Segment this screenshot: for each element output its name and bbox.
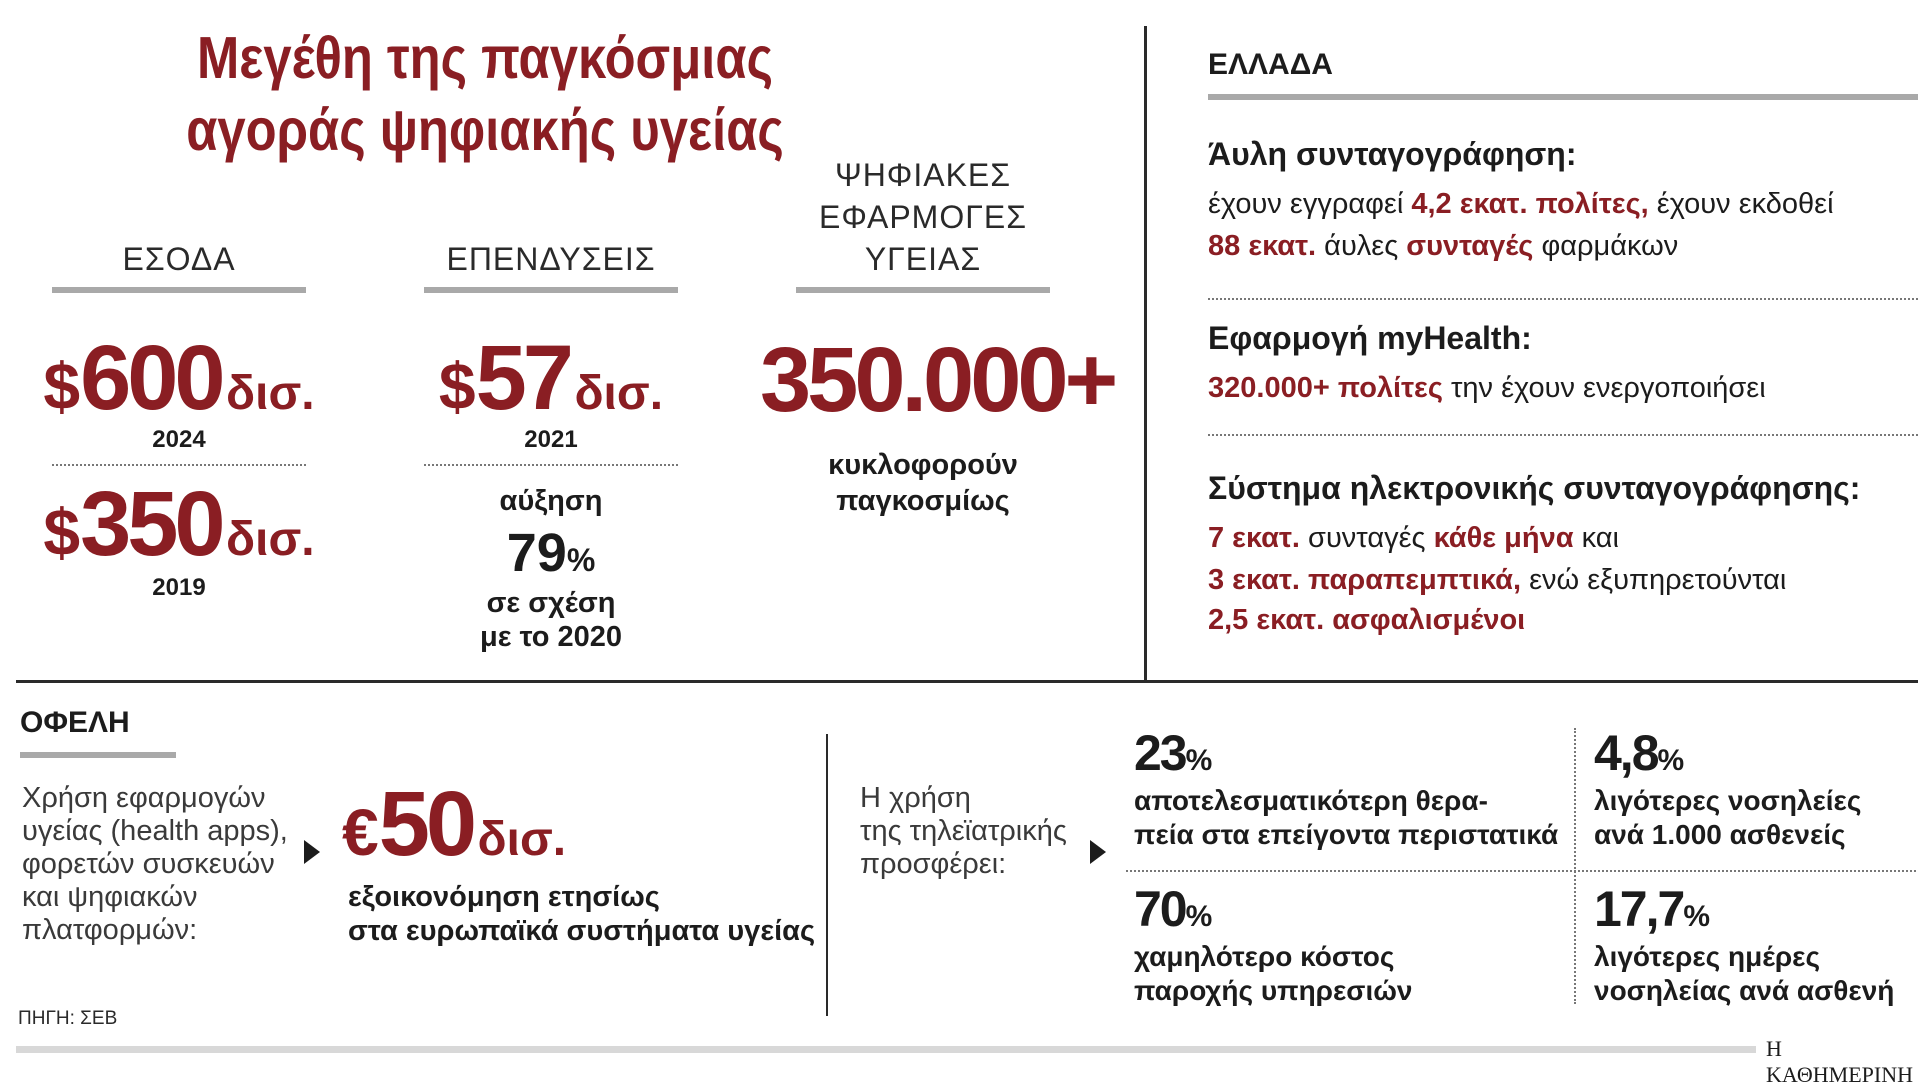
myhealth-line-1: [1208, 368, 1918, 409]
stat-line-1: λιγότερες ημέρες: [1594, 941, 1821, 972]
investments-2021-year: 2021: [524, 426, 578, 453]
investments-header: ΕΠΕΝΔΥΣΕΙΣ: [446, 241, 656, 277]
stat-line-1: λιγότερες νοσηλείες: [1594, 785, 1862, 816]
text-line: φορετών συσκευών: [22, 848, 275, 880]
investments-rule: [424, 287, 678, 293]
highlight: 3 εκατ. παραπεμπτικά,: [1208, 564, 1522, 596]
percent-sign: %: [1185, 900, 1213, 933]
section-divider-vertical: [1144, 26, 1147, 682]
percent-sign: %: [566, 542, 596, 578]
highlight: κάθε μήνα: [1433, 522, 1574, 554]
text: την έχουν ενεργοποιήσει: [1442, 372, 1766, 404]
investments-2021-value: [412, 326, 690, 431]
highlight: συνταγές: [1406, 230, 1534, 262]
apps-value: [760, 328, 1115, 433]
divider: [1574, 728, 1576, 1004]
apps-note-1: κυκλοφορούν: [828, 449, 1018, 481]
revenue-2024-number: 600: [80, 327, 222, 429]
stat-value: [1594, 724, 1684, 782]
telemedicine-text: [860, 782, 1067, 881]
percent-sign: %: [1683, 900, 1711, 933]
source-label: ΠΗΓΗ: ΣΕΒ: [18, 1008, 118, 1029]
apps-header-1: ΨΗΦΙΑΚΕΣ: [834, 157, 1012, 193]
paperless-line-1: [1208, 184, 1918, 225]
highlight: 320.000+ πολίτες: [1208, 372, 1443, 404]
apps-rule: [796, 287, 1050, 293]
savings-number: 50: [378, 773, 474, 875]
arrow-right-icon: [304, 840, 320, 864]
text-line: υγείας (health apps),: [22, 815, 288, 847]
currency-symbol: $: [438, 349, 476, 423]
stat-value: [1594, 880, 1710, 938]
text: συνταγές: [1299, 522, 1434, 554]
stat-line-2: παροχής υπηρεσιών: [1134, 975, 1413, 1006]
percent-sign: %: [1185, 744, 1213, 777]
benefits-rule: [20, 752, 176, 758]
unit-label: δισ.: [226, 513, 315, 566]
publisher-logo: Η ΚΑΘΗΜΕΡΙΝΗ: [1766, 1036, 1913, 1087]
revenue-2019-value: [40, 472, 318, 577]
text-line: και ψηφιακών: [22, 881, 198, 913]
stat-line-2: ανά 1.000 ασθενείς: [1594, 819, 1846, 850]
unit-label: δισ.: [574, 367, 664, 420]
highlight: 2,5 εκατ. ασφαλισμένοι: [1208, 604, 1526, 636]
divider: [424, 464, 678, 466]
stat-line-1: αποτελεσματικότερη θερα-: [1134, 785, 1488, 816]
stat-value: [1134, 880, 1212, 938]
percent-sign: %: [1657, 744, 1685, 777]
text-line: Χρήση εφαρμογών: [22, 782, 266, 814]
revenue-2019-number: 350: [80, 473, 222, 575]
savings-value: [342, 772, 566, 877]
stat-number: 17,7: [1594, 881, 1684, 937]
divider: [52, 464, 306, 466]
text-line: Η χρήση: [860, 782, 971, 814]
apps-header-3: ΥΓΕΙΑΣ: [864, 241, 982, 277]
revenue-2019-year: 2019: [152, 574, 206, 601]
savings-note-1: εξοικονόμηση ετησίως: [348, 881, 660, 913]
eprescription-line-3: [1208, 600, 1918, 641]
revenue-2024-year: 2024: [152, 426, 206, 453]
paperless-heading: Άυλη συνταγογράφηση:: [1208, 136, 1577, 172]
savings-note-2: στα ευρωπαϊκά συστήματα υγείας: [348, 915, 816, 947]
text-line: προσφέρει:: [860, 848, 1007, 880]
text: φαρμάκων: [1533, 230, 1679, 262]
greece-rule: [1208, 94, 1918, 100]
text-line: πλατφορμών:: [22, 914, 198, 946]
myhealth-heading: Εφαρμογή myHealth:: [1208, 320, 1532, 356]
stat-value: [1134, 724, 1212, 782]
highlight: 4,2 εκατ. πολίτες,: [1411, 188, 1649, 220]
divider: [1208, 298, 1918, 300]
apps-number: 350.000+: [760, 329, 1115, 431]
investments-2021-number: 57: [475, 327, 570, 429]
stat-line-2: πεία στα επείγοντα περιστατικά: [1134, 819, 1559, 850]
growth-note-1: σε σχέση: [486, 587, 616, 619]
apps-header-2: ΕΦΑΡΜΟΓΕΣ: [819, 199, 1027, 235]
eprescription-heading: Σύστημα ηλεκτρονικής συνταγογράφησης:: [1208, 470, 1861, 506]
eprescription-line-1: [1208, 518, 1918, 559]
growth-label: αύξηση: [499, 485, 603, 517]
currency-symbol: €: [342, 795, 379, 869]
stat-line-1: χαμηλότερο κόστος: [1134, 941, 1395, 972]
apps-usage-text: [22, 782, 288, 947]
revenue-2024-value: [40, 326, 318, 431]
stat-number: 23: [1134, 725, 1186, 781]
growth-note-2: με το 2020: [480, 621, 622, 653]
arrow-right-icon: [1090, 840, 1106, 864]
text: άυλες: [1316, 230, 1407, 262]
paperless-line-2: [1208, 226, 1918, 267]
text-line: της τηλεϊατρικής: [860, 815, 1067, 847]
benefits-title: ΟΦΕΛΗ: [20, 706, 130, 739]
text: έχουν εκδοθεί: [1648, 188, 1834, 220]
currency-symbol: $: [43, 349, 81, 423]
divider: [1126, 870, 1916, 872]
revenue-header: ΕΣΟΔΑ: [122, 241, 236, 277]
revenue-rule: [52, 287, 306, 293]
greece-title: ΕΛΛΑΔΑ: [1208, 48, 1333, 81]
benefits-divider-vertical: [826, 734, 828, 1016]
growth-value: [424, 522, 678, 584]
stat-number: 4,8: [1594, 725, 1658, 781]
page-title: Μεγέθη της παγκόσμιας αγοράς ψηφιακής υγείας: [186, 25, 784, 163]
text: έχουν εγγραφεί: [1208, 188, 1412, 220]
section-divider-horizontal: [16, 680, 1918, 683]
divider: [1208, 434, 1918, 436]
highlight: 88 εκατ.: [1208, 230, 1317, 262]
unit-label: δισ.: [477, 813, 567, 866]
growth-number: 79: [506, 523, 567, 583]
text: και: [1573, 522, 1619, 554]
highlight: 7 εκατ.: [1208, 522, 1300, 554]
apps-note-2: παγκοσμίως: [836, 485, 1010, 517]
footer-bar: [16, 1046, 1756, 1053]
eprescription-line-2: [1208, 560, 1918, 601]
text: ενώ εξυπηρετούνται: [1521, 564, 1787, 596]
unit-label: δισ.: [226, 367, 315, 420]
currency-symbol: $: [43, 495, 81, 569]
stat-number: 70: [1134, 881, 1186, 937]
stat-line-2: νοσηλείας ανά ασθενή: [1594, 975, 1895, 1006]
